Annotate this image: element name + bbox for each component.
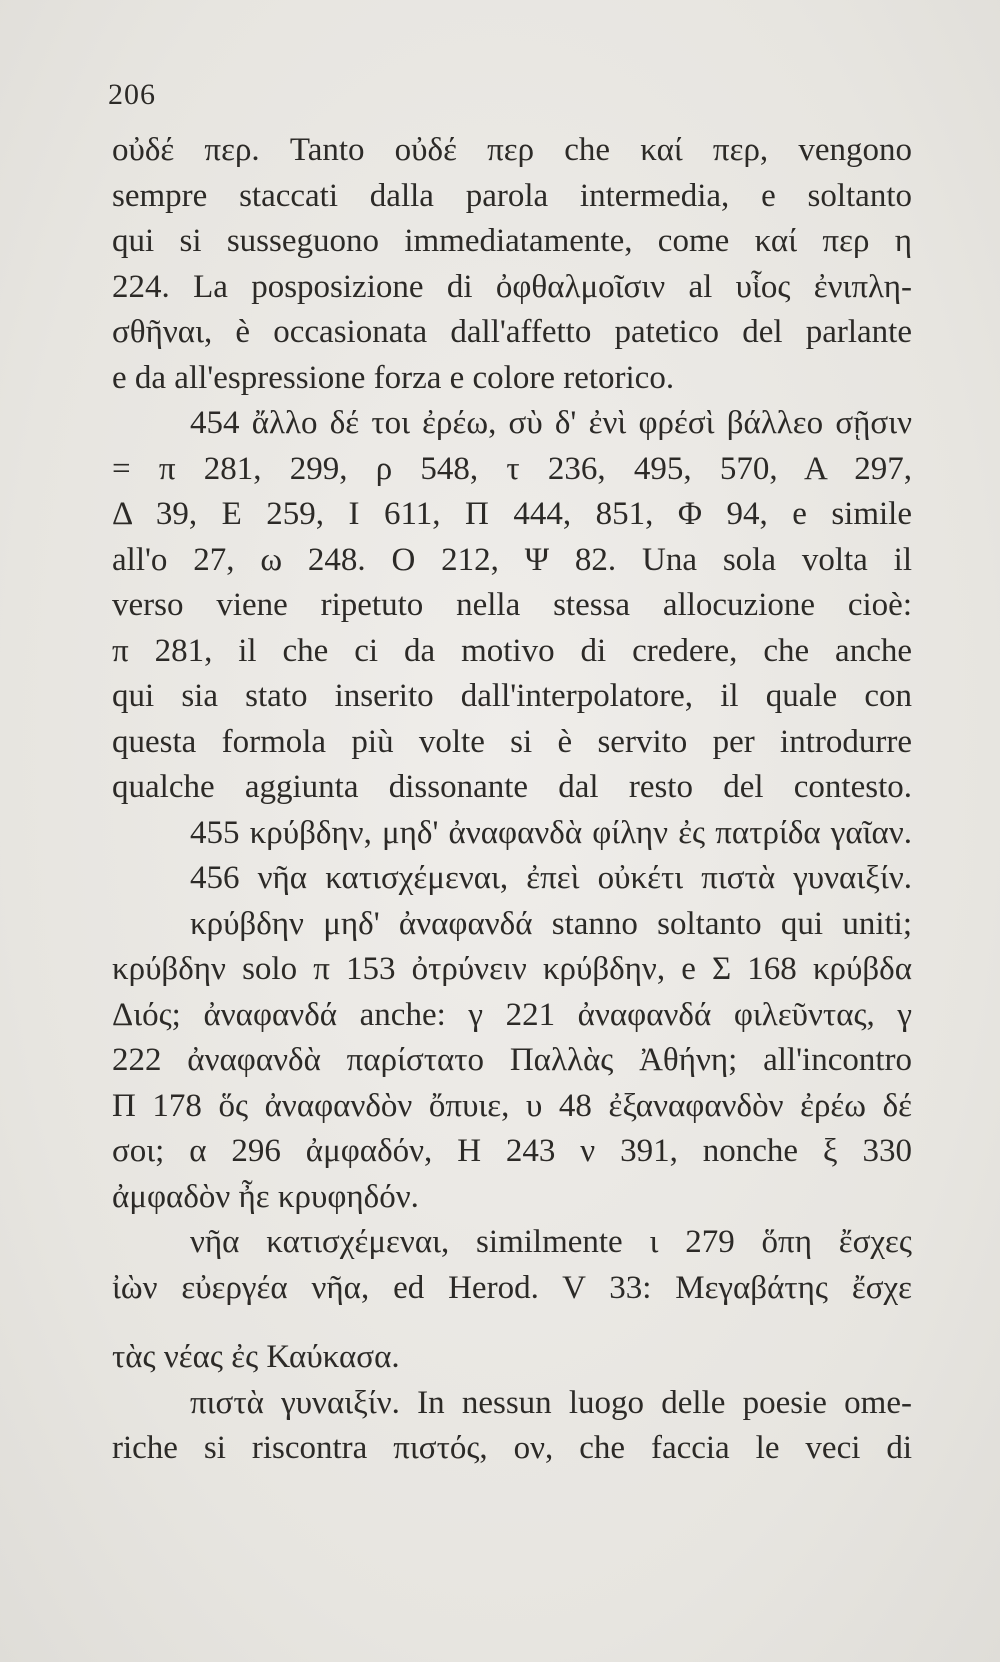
text-line: qui sia stato inserito dall'interpolatore, il quale con xyxy=(112,678,912,714)
paragraph-gap xyxy=(112,1311,912,1335)
text-line: 454 ἄλλο δέ τοι ἐρέω, σὺ δ' ἐνὶ φρέσὶ βάλλεο σῇσιν xyxy=(190,405,912,441)
text-line: questa formola più volte si è servito per introdurre xyxy=(112,723,912,760)
text-line: all'ο 27, ω 248. Ο 212, Ψ 82. Una sola volta il xyxy=(112,541,912,578)
text-line: πιστὰ γυναιξίν. In nessun luogo delle poesie ome- xyxy=(190,1384,912,1421)
text-line: οὐδέ περ. Tanto οὐδέ περ che καί περ, vengono xyxy=(112,132,912,168)
text-line: e da all'espressione forza e colore retorico. xyxy=(112,359,675,396)
text-line: σθῆναι, è occasionata dall'affetto patetico del parlante xyxy=(112,314,912,350)
text-line: κρύβδην solo π 153 ὀτρύνειν κρύβδην, e Σ 168 κρύβδα xyxy=(112,951,912,987)
text-line: 456 νῆα κατισχέμεναι, ἐπεὶ οὐκέτι πιστὰ γυναιξίν. xyxy=(190,860,912,896)
text-line: ἰὼν εὐεργέα νῆα, ed Herod. V 33: Μεγαβάτης ἔσχε xyxy=(112,1269,912,1306)
text-line: κρύβδην μηδ' ἀναφανδά stanno soltanto qui uniti; xyxy=(190,905,912,942)
text-line: Π 178 ὅς ἀναφανδὸν ὄπυιε, υ 48 ἐξαναφανδὸν ἐρέω δέ xyxy=(112,1087,912,1124)
text-line: νῆα κατισχέμεναι, similmente ι 279 ὅπη ἔσχες xyxy=(190,1224,912,1260)
text-line: Δ 39, Ε 259, Ι 611, Π 444, 851, Φ 94, e simile xyxy=(112,496,912,532)
text-line: 455 κρύβδην, μηδ' ἀναφανδὰ φίλην ἐς πατρίδα γαῖαν. xyxy=(190,814,912,851)
text-line: qualche aggiunta dissonante dal resto del contesto. xyxy=(112,769,912,805)
text-line: π 281, il che ci da motivo di credere, che anche xyxy=(112,632,912,669)
text-line: sempre staccati dalla parola intermedia, e soltanto xyxy=(112,177,912,214)
text-line: riche si riscontra πιστός, ον, che faccia le veci di xyxy=(112,1430,912,1466)
text-line: 224. La posposizione di ὀφθαλμοῖσιν al υἷος ἐνιπλη- xyxy=(112,268,912,305)
text-line: Διός; ἀναφανδά anche: γ 221 ἀναφανδά φιλεῦντας, γ xyxy=(112,996,912,1033)
text-line: verso viene ripetuto nella stessa allocuzione cioè: xyxy=(112,587,912,623)
text-line: τὰς νέας ἐς Καύκασα. xyxy=(112,1339,400,1375)
text-line: 222 ἀναφανδὰ παρίστατο Παλλὰς Ἀθήνη; all'incontro xyxy=(112,1042,912,1078)
text-line: ἀμφαδὸν ἦε κρυφηδόν. xyxy=(112,1178,419,1215)
body-text xyxy=(112,128,912,1472)
text-line: σοι; α 296 ἀμφαδόν, Η 243 ν 391, nonche ξ 330 xyxy=(112,1133,912,1169)
text-line: qui si susseguono immediatamente, come καί περ η xyxy=(112,223,912,259)
text-line: = π 281, 299, ρ 548, τ 236, 495, 570, Α 297, xyxy=(112,450,912,487)
page-number: 206 xyxy=(108,78,156,111)
